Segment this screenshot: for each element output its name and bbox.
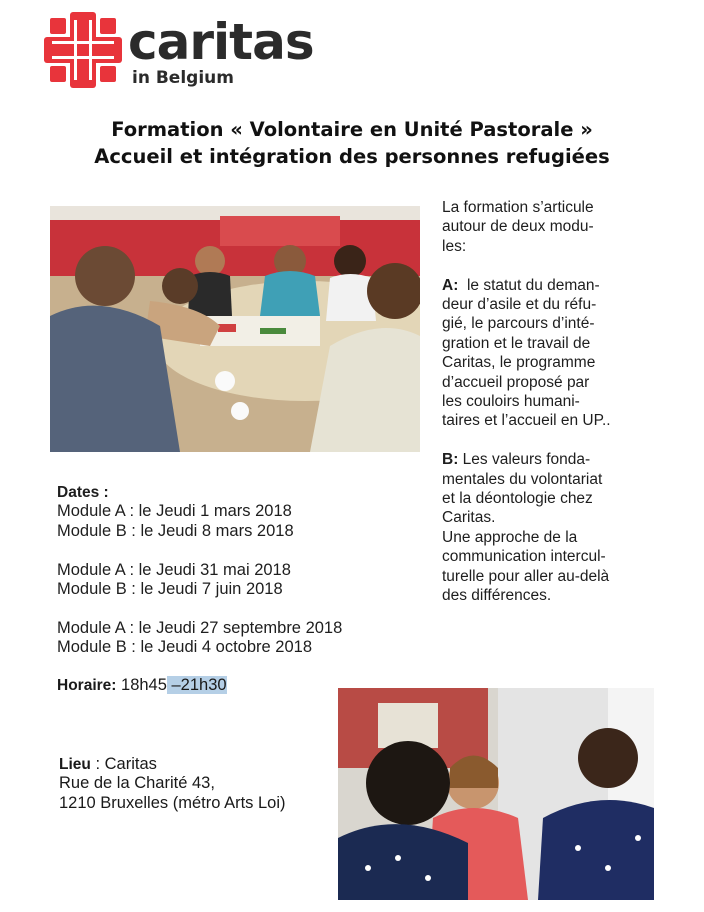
module-b-line: Caritas. <box>442 509 496 527</box>
session-date: Module B : le Jeudi 7 juin 2018 <box>57 580 283 599</box>
module-a-line: d’accueil proposé par <box>442 373 590 391</box>
location <box>59 755 286 813</box>
intro-line: les: <box>442 237 467 255</box>
session-date: Module A : le Jeudi 31 mai 2018 <box>57 560 291 579</box>
dates-label: Dates : <box>57 484 109 501</box>
location-name: : Caritas <box>90 755 157 773</box>
module-a-line: taires et l’accueil en UP.. <box>442 412 611 430</box>
schedule-end-highlighted[interactable]: –21h30 <box>166 676 227 694</box>
session-date: Module B : le Jeudi 4 octobre 2018 <box>57 638 313 657</box>
logo-wordmark: caritas <box>128 13 314 71</box>
module-b-line: des différences. <box>442 587 552 605</box>
session-date: Module A : le Jeudi 1 mars 2018 <box>57 502 292 521</box>
module-a-line: deur d’asile et du réfu- <box>442 296 597 314</box>
page-title <box>0 116 704 170</box>
caritas-logo <box>44 12 324 92</box>
group-training-illustration <box>50 206 420 452</box>
group-training-photo <box>50 206 420 452</box>
location-label: Lieu <box>59 756 91 773</box>
caritas-cross-icon <box>44 12 122 88</box>
intro-paragraph <box>442 198 652 256</box>
schedule <box>57 676 227 695</box>
module-b-line: mentales du volontariat <box>442 470 603 488</box>
location-street: Rue de la Charité 43, <box>59 774 215 793</box>
session-date: Module B : le Jeudi 8 mars 2018 <box>57 521 294 540</box>
title-line-1: Formation « Volontaire en Unité Pastorale » <box>111 118 593 141</box>
dates-section <box>57 483 417 658</box>
module-a-line: les couloirs humani- <box>442 393 580 411</box>
intro-line: La formation s’articule <box>442 199 594 216</box>
schedule-start: 18h45 <box>121 676 167 694</box>
module-b-label: B: <box>442 451 459 469</box>
conversation-photo <box>338 688 654 900</box>
logo-subtitle: in Belgium <box>132 68 234 88</box>
module-b-line: communication intercul- <box>442 548 606 566</box>
module-a-line: le statut du deman- <box>466 276 600 294</box>
module-b-paragraph <box>442 450 652 605</box>
location-city: 1210 Bruxelles (métro Arts Loi) <box>59 793 286 812</box>
module-a-line: Caritas, le programme <box>442 354 596 372</box>
module-b-line: et la déontologie chez <box>442 490 593 508</box>
module-b-line: Une approche de la <box>442 528 578 546</box>
module-a-paragraph <box>442 276 652 431</box>
module-b-line: turelle pour aller au-delà <box>442 567 610 585</box>
title-line-2: Accueil et intégration des personnes refugiées <box>94 145 610 168</box>
module-b-line: Les valeurs fonda- <box>462 451 591 469</box>
module-a-line: gié, le parcours d’inté- <box>442 315 595 333</box>
modules-description <box>442 198 652 625</box>
session-date: Module A : le Jeudi 27 septembre 2018 <box>57 618 343 637</box>
module-a-label: A: <box>442 276 459 294</box>
intro-line: autour de deux modu- <box>442 218 594 236</box>
schedule-label: Horaire: <box>57 677 117 694</box>
conversation-illustration <box>338 688 654 900</box>
module-a-line: gration et le travail de <box>442 334 591 352</box>
